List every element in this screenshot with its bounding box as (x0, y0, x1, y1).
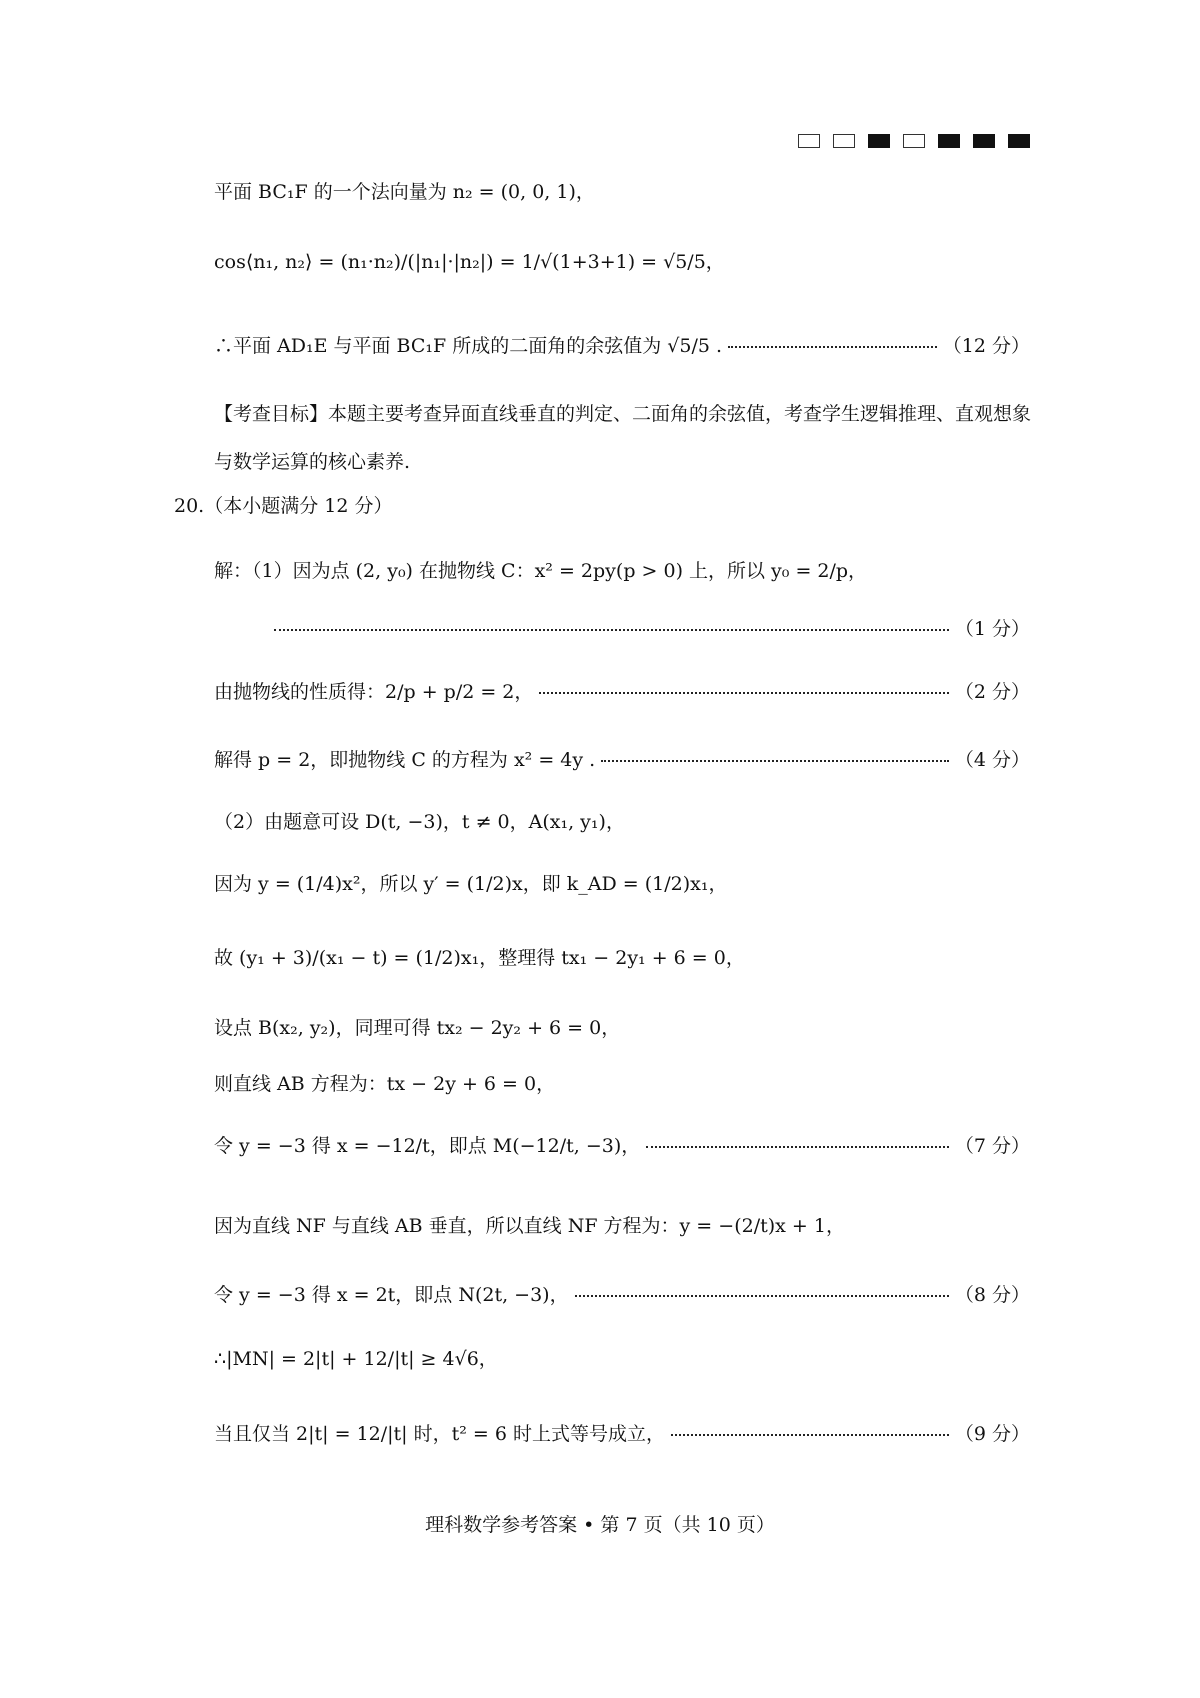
step-9: 令 y = −3 得 x = −12/t，即点 M(−12/t, −3)， （7 分） (214, 1130, 1030, 1162)
step-12: ∴|MN| = 2|t| + 12/|t| ≥ 4√6， (214, 1348, 498, 1370)
dot-leader (601, 759, 949, 762)
step-10: 因为直线 NF 与直线 AB 垂直，所以直线 NF 方程为：y = −(2/t)x + 1， (214, 1215, 845, 1237)
mark-filled (973, 134, 995, 148)
exam-objective: 【考查目标】本题主要考查异面直线垂直的判定、二面角的余弦值，考查学生逻辑推理、直观想象与数学运算的核心素养. (214, 403, 1032, 473)
step-11: 令 y = −3 得 x = 2t，即点 N(2t, −3)， （8 分） (214, 1279, 1030, 1311)
step-7: 设点 B(x₂, y₂)，同理可得 tx₂ − 2y₂ + 6 = 0， (214, 1017, 621, 1039)
score: （12 分） (942, 335, 1030, 357)
line-conclusion: ∴平面 AD₁E 与平面 BC₁F 所成的二面角的余弦值为 √5/5 . （12 分） (214, 330, 1030, 362)
step-1: 解：（1）因为点 (2, y₀) 在抛物线 C：x² = 2py(p > 0) 上，所以 y₀ = 2/p， (214, 560, 868, 582)
step-5: 因为 y = (1/4)x²，所以 y′ = (1/2)x，即 k_AD = (1/2)x₁， (214, 873, 728, 895)
dot-leader (575, 1294, 949, 1297)
dot-leader (539, 691, 948, 694)
mark-empty (833, 134, 855, 148)
step-13: 当且仅当 2|t| = 12/|t| 时，t² = 6 时上式等号成立， （9 分） (214, 1418, 1030, 1450)
score: （8 分） (954, 1284, 1030, 1306)
score: （7 分） (954, 1135, 1030, 1157)
question-20-heading: 20.（本小题满分 12 分） (174, 495, 393, 517)
step-3: 解得 p = 2，即抛物线 C 的方程为 x² = 4y . （4 分） (214, 744, 1030, 776)
dot-leader (646, 1145, 949, 1148)
dot-leader (274, 628, 949, 631)
step-1-score-line (268, 613, 1030, 645)
line-cosine: cos⟨n₁, n₂⟩ = (n₁·n₂)/(|n₁|·|n₂|) = 1/√(1+3+1) = √5/5， (214, 251, 725, 273)
mark-empty (903, 134, 925, 148)
score: （1 分） (954, 618, 1030, 640)
step-4: （2）由题意可设 D(t, −3)，t ≠ 0，A(x₁, y₁)， (214, 811, 625, 833)
header-marks (798, 134, 1030, 148)
score: （9 分） (954, 1423, 1030, 1445)
step-6: 故 (y₁ + 3)/(x₁ − t) = (1/2)x₁，整理得 tx₁ − 2y₁ + 6 = 0， (214, 947, 745, 969)
line-normal-vector: 平面 BC₁F 的一个法向量为 n₂ = (0, 0, 1)， (214, 181, 595, 203)
mark-empty (798, 134, 820, 148)
mark-filled (1008, 134, 1030, 148)
mark-filled (938, 134, 960, 148)
page-footer: 理科数学参考答案 • 第 7 页（共 10 页） (425, 1514, 775, 1536)
step-8: 则直线 AB 方程为：tx − 2y + 6 = 0， (214, 1073, 556, 1095)
step-2: 由抛物线的性质得：2/p + p/2 = 2， （2 分） (214, 676, 1030, 708)
dot-leader (728, 345, 937, 348)
score: （2 分） (954, 681, 1030, 703)
dot-leader (671, 1433, 949, 1436)
mark-filled (868, 134, 890, 148)
score: （4 分） (954, 749, 1030, 771)
